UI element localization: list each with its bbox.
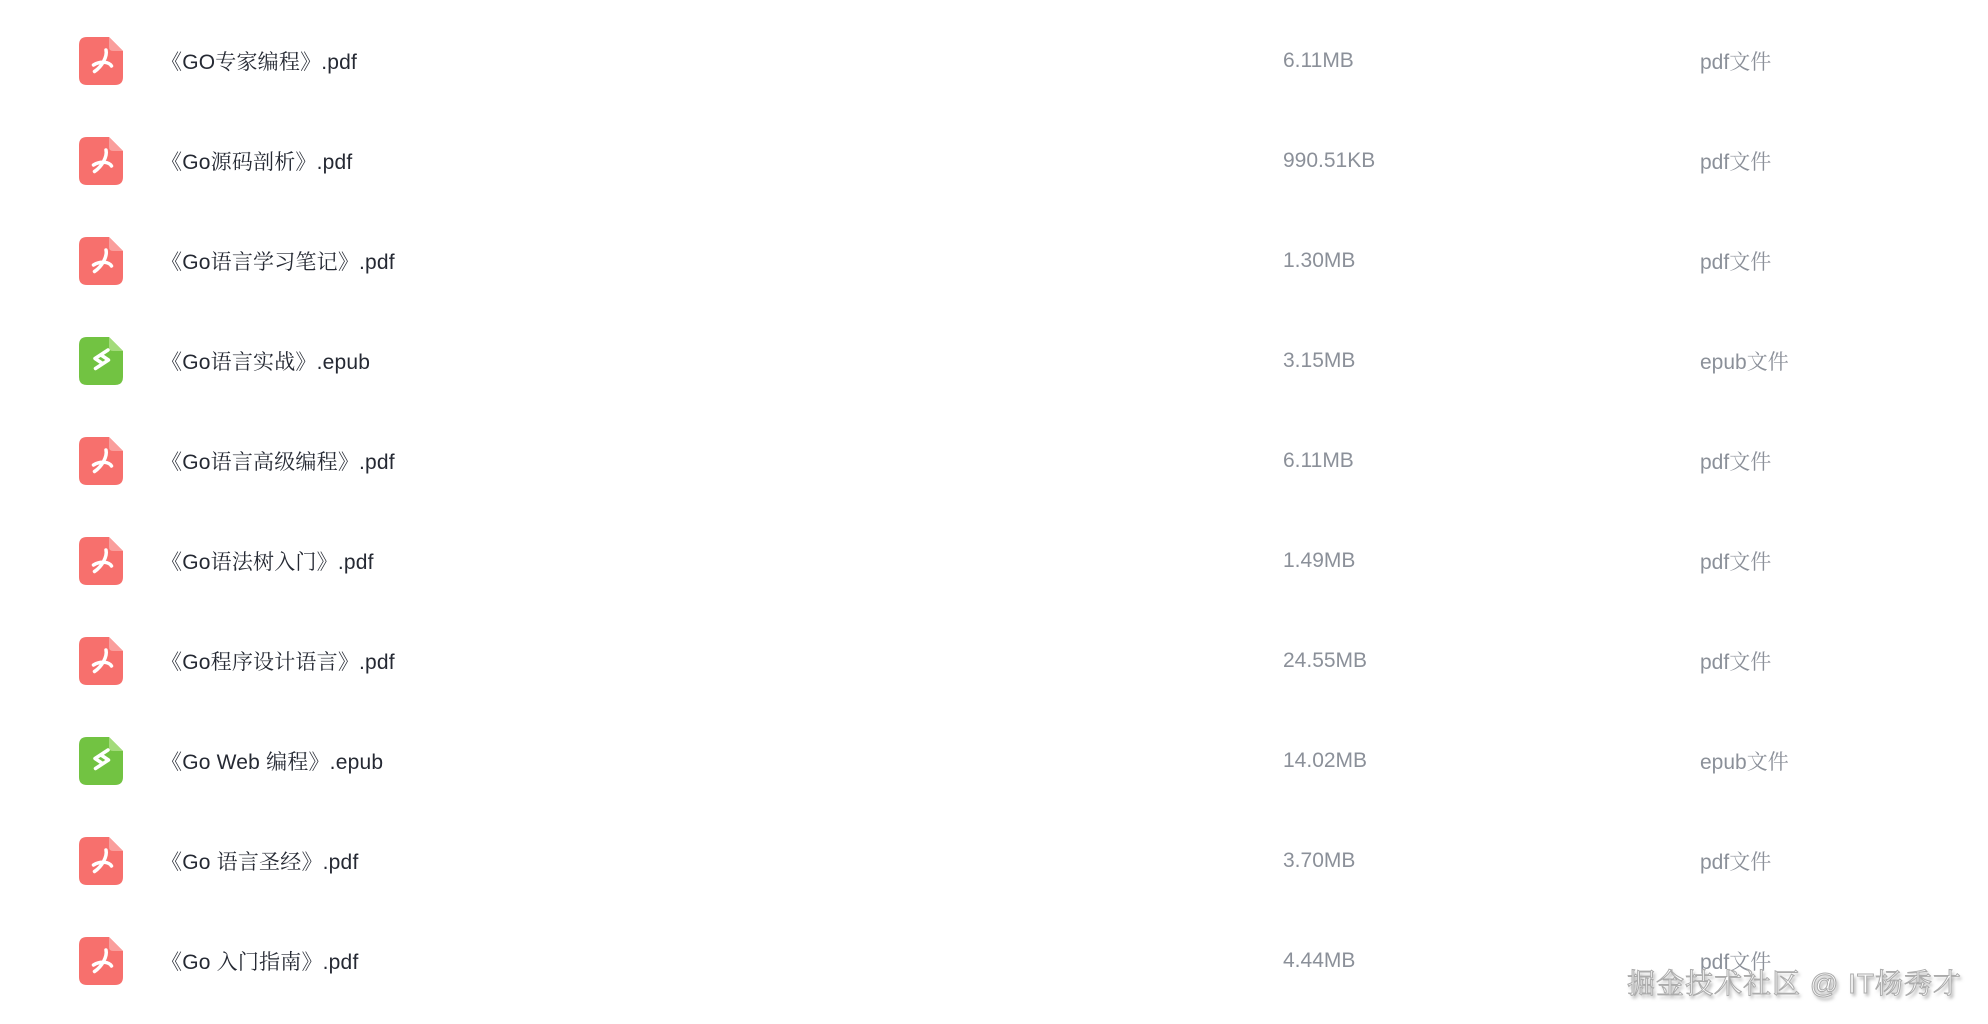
file-size: 6.11MB	[1283, 449, 1354, 472]
epub-icon	[79, 737, 123, 785]
epub-icon	[79, 337, 123, 385]
file-size: 3.15MB	[1283, 349, 1356, 372]
file-type: pdf文件	[1700, 851, 1772, 874]
file-row[interactable]	[0, 511, 1988, 611]
file-row[interactable]	[0, 411, 1988, 511]
file-row[interactable]	[0, 611, 1988, 711]
file-name[interactable]: 《Go语法树入门》.pdf	[161, 551, 374, 574]
pdf-icon	[79, 437, 123, 485]
file-size: 4.44MB	[1283, 949, 1356, 972]
pdf-icon	[79, 937, 123, 985]
file-type: epub文件	[1700, 351, 1789, 374]
file-type: pdf文件	[1700, 951, 1772, 974]
pdf-icon	[79, 837, 123, 885]
file-size: 1.30MB	[1283, 249, 1356, 272]
file-row[interactable]	[0, 711, 1988, 811]
file-row[interactable]	[0, 11, 1988, 111]
file-name[interactable]: 《Go源码剖析》.pdf	[161, 151, 353, 174]
file-type: pdf文件	[1700, 51, 1772, 74]
file-name[interactable]: 《Go语言学习笔记》.pdf	[161, 251, 395, 274]
file-type: pdf文件	[1700, 651, 1772, 674]
file-row[interactable]	[0, 311, 1988, 411]
file-name[interactable]: 《Go 入门指南》.pdf	[161, 951, 359, 974]
file-type: pdf文件	[1700, 151, 1772, 174]
pdf-icon	[79, 237, 123, 285]
file-name[interactable]: 《Go语言高级编程》.pdf	[161, 451, 395, 474]
file-row[interactable]	[0, 911, 1988, 1011]
pdf-icon	[79, 537, 123, 585]
pdf-icon	[79, 37, 123, 85]
pdf-icon	[79, 637, 123, 685]
file-list	[0, 11, 1988, 1011]
file-type: epub文件	[1700, 751, 1789, 774]
file-size: 1.49MB	[1283, 549, 1356, 572]
file-type: pdf文件	[1700, 251, 1772, 274]
file-size: 14.02MB	[1283, 749, 1368, 772]
file-name[interactable]: 《GO专家编程》.pdf	[161, 51, 358, 74]
file-size: 3.70MB	[1283, 849, 1356, 872]
file-size: 24.55MB	[1283, 649, 1368, 672]
file-name[interactable]: 《Go Web 编程》.epub	[161, 751, 384, 774]
pdf-icon	[79, 137, 123, 185]
file-name[interactable]: 《Go 语言圣经》.pdf	[161, 851, 359, 874]
file-row[interactable]	[0, 811, 1988, 911]
watermark: 掘金技术社区 @ IT杨秀才	[1627, 968, 1962, 999]
file-size: 6.11MB	[1283, 49, 1354, 72]
file-type: pdf文件	[1700, 451, 1772, 474]
file-name[interactable]: 《Go程序设计语言》.pdf	[161, 651, 395, 674]
file-row[interactable]	[0, 211, 1988, 311]
file-type: pdf文件	[1700, 551, 1772, 574]
file-row[interactable]	[0, 111, 1988, 211]
file-name[interactable]: 《Go语言实战》.epub	[161, 351, 371, 374]
file-size: 990.51KB	[1283, 149, 1376, 172]
